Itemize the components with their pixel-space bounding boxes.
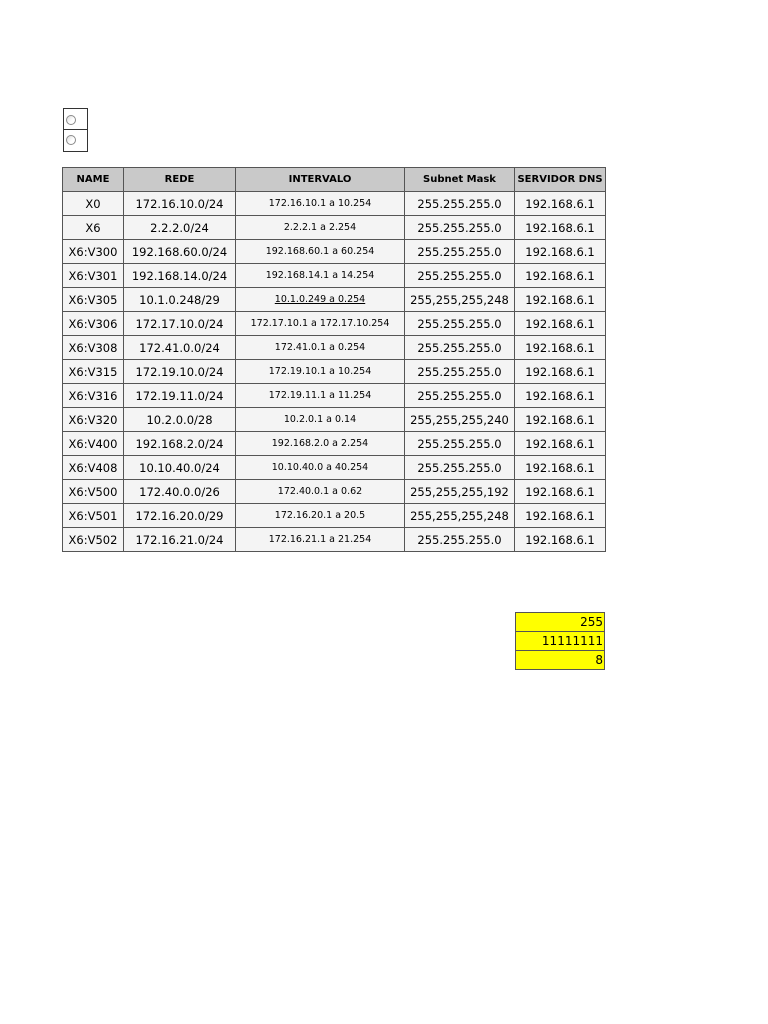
table-row [63, 336, 606, 360]
cell-intervalo[interactable]: 2.2.2.1 a 2.254 [236, 216, 405, 240]
cell-name[interactable]: X0 [63, 192, 124, 216]
cell-name[interactable]: X6:V300 [63, 240, 124, 264]
cell-subnet-mask[interactable]: 255,255,255,240 [405, 408, 515, 432]
cell-servidor-dns[interactable]: 192.168.6.1 [515, 288, 606, 312]
cell-intervalo[interactable]: 172.17.10.1 a 172.17.10.254 [236, 312, 405, 336]
cell-intervalo[interactable] [236, 288, 405, 312]
cell-rede[interactable]: 10.1.0.248/29 [124, 288, 236, 312]
cell-intervalo[interactable]: 192.168.60.1 a 60.254 [236, 240, 405, 264]
cell-subnet-mask[interactable]: 255,255,255,248 [405, 504, 515, 528]
cell-name[interactable]: X6:V502 [63, 528, 124, 552]
header-subnet-mask[interactable]: Subnet Mask [405, 168, 515, 192]
table-row [63, 288, 606, 312]
cell-servidor-dns[interactable]: 192.168.6.1 [515, 312, 606, 336]
cell-name[interactable]: X6:V501 [63, 504, 124, 528]
cell-name[interactable]: X6:V315 [63, 360, 124, 384]
cell-rede[interactable]: 2.2.2.0/24 [124, 216, 236, 240]
cell-subnet-mask[interactable]: 255.255.255.0 [405, 360, 515, 384]
cell-subnet-mask[interactable]: 255.255.255.0 [405, 432, 515, 456]
radio-divider [64, 129, 87, 130]
cell-rede[interactable]: 192.168.60.0/24 [124, 240, 236, 264]
cell-rede[interactable]: 172.41.0.0/24 [124, 336, 236, 360]
cell-intervalo[interactable]: 172.16.21.1 a 21.254 [236, 528, 405, 552]
cell-name[interactable]: X6:V320 [63, 408, 124, 432]
calc-cell-decimal[interactable]: 255 [516, 613, 605, 632]
cell-subnet-mask[interactable]: 255.255.255.0 [405, 528, 515, 552]
cell-name[interactable]: X6 [63, 216, 124, 240]
table-row [63, 504, 606, 528]
cell-rede[interactable]: 10.10.40.0/24 [124, 456, 236, 480]
cell-rede[interactable]: 172.19.10.0/24 [124, 360, 236, 384]
cell-subnet-mask[interactable]: 255.255.255.0 [405, 312, 515, 336]
cell-servidor-dns[interactable]: 192.168.6.1 [515, 432, 606, 456]
cell-name[interactable]: X6:V305 [63, 288, 124, 312]
cell-subnet-mask[interactable]: 255.255.255.0 [405, 240, 515, 264]
cell-rede[interactable]: 172.16.20.0/29 [124, 504, 236, 528]
cell-subnet-mask[interactable]: 255.255.255.0 [405, 384, 515, 408]
cell-subnet-mask[interactable]: 255,255,255,192 [405, 480, 515, 504]
cell-servidor-dns[interactable]: 192.168.6.1 [515, 240, 606, 264]
cell-intervalo[interactable]: 192.168.2.0 a 2.254 [236, 432, 405, 456]
calc-cell-binary[interactable]: 11111111 [516, 632, 605, 651]
cell-rede[interactable]: 192.168.14.0/24 [124, 264, 236, 288]
table-row [63, 384, 606, 408]
cell-servidor-dns[interactable]: 192.168.6.1 [515, 192, 606, 216]
table-row [63, 312, 606, 336]
cell-rede[interactable]: 172.40.0.0/26 [124, 480, 236, 504]
cell-name[interactable]: X6:V301 [63, 264, 124, 288]
radio-button-2[interactable] [66, 135, 76, 145]
table-row [63, 216, 606, 240]
table-header-row [63, 168, 606, 192]
header-rede[interactable]: REDE [124, 168, 236, 192]
table-row [63, 480, 606, 504]
cell-servidor-dns[interactable]: 192.168.6.1 [515, 480, 606, 504]
table-row [63, 456, 606, 480]
cell-name[interactable]: X6:V408 [63, 456, 124, 480]
cell-servidor-dns[interactable]: 192.168.6.1 [515, 216, 606, 240]
cell-intervalo[interactable]: 192.168.14.1 a 14.254 [236, 264, 405, 288]
cell-intervalo[interactable]: 172.19.10.1 a 10.254 [236, 360, 405, 384]
cell-servidor-dns[interactable]: 192.168.6.1 [515, 384, 606, 408]
network-table [62, 167, 606, 552]
cell-servidor-dns[interactable]: 192.168.6.1 [515, 360, 606, 384]
cell-rede[interactable]: 172.19.11.0/24 [124, 384, 236, 408]
table-row [63, 192, 606, 216]
table-row [63, 432, 606, 456]
cell-name[interactable]: X6:V500 [63, 480, 124, 504]
cell-servidor-dns[interactable]: 192.168.6.1 [515, 336, 606, 360]
cell-subnet-mask[interactable]: 255,255,255,248 [405, 288, 515, 312]
cell-servidor-dns[interactable]: 192.168.6.1 [515, 528, 606, 552]
cell-subnet-mask[interactable]: 255.255.255.0 [405, 264, 515, 288]
cell-rede[interactable]: 192.168.2.0/24 [124, 432, 236, 456]
cell-intervalo-underlined: 10.1.0.249 a 0.254 [274, 294, 366, 305]
radio-group [63, 108, 88, 152]
cell-subnet-mask[interactable]: 255.255.255.0 [405, 216, 515, 240]
cell-intervalo[interactable]: 172.16.20.1 a 20.5 [236, 504, 405, 528]
cell-rede[interactable]: 172.16.21.0/24 [124, 528, 236, 552]
cell-name[interactable]: X6:V400 [63, 432, 124, 456]
header-intervalo[interactable]: INTERVALO [236, 168, 405, 192]
cell-intervalo[interactable]: 172.19.11.1 a 11.254 [236, 384, 405, 408]
cell-rede[interactable]: 172.17.10.0/24 [124, 312, 236, 336]
cell-rede[interactable]: 10.2.0.0/28 [124, 408, 236, 432]
table-row [63, 528, 606, 552]
cell-intervalo[interactable]: 172.16.10.1 a 10.254 [236, 192, 405, 216]
cell-rede[interactable]: 172.16.10.0/24 [124, 192, 236, 216]
header-name[interactable]: NAME [63, 168, 124, 192]
cell-name[interactable]: X6:V306 [63, 312, 124, 336]
cell-intervalo[interactable]: 172.41.0.1 a 0.254 [236, 336, 405, 360]
cell-servidor-dns[interactable]: 192.168.6.1 [515, 408, 606, 432]
table-row [63, 264, 606, 288]
calc-cells [515, 612, 605, 670]
table-row [63, 240, 606, 264]
cell-name[interactable]: X6:V316 [63, 384, 124, 408]
cell-servidor-dns[interactable]: 192.168.6.1 [515, 456, 606, 480]
header-servidor-dns[interactable]: SERVIDOR DNS [515, 168, 606, 192]
cell-subnet-mask[interactable]: 255.255.255.0 [405, 336, 515, 360]
table-row [63, 360, 606, 384]
table-row [63, 408, 606, 432]
cell-intervalo[interactable]: 10.2.0.1 a 0.14 [236, 408, 405, 432]
radio-button-1[interactable] [66, 115, 76, 125]
cell-intervalo[interactable]: 10.10.40.0 a 40.254 [236, 456, 405, 480]
cell-subnet-mask[interactable]: 255.255.255.0 [405, 456, 515, 480]
calc-cell-bits[interactable]: 8 [516, 651, 605, 670]
cell-servidor-dns[interactable]: 192.168.6.1 [515, 264, 606, 288]
cell-name[interactable]: X6:V308 [63, 336, 124, 360]
cell-servidor-dns[interactable]: 192.168.6.1 [515, 504, 606, 528]
cell-intervalo[interactable]: 172.40.0.1 a 0.62 [236, 480, 405, 504]
cell-subnet-mask[interactable]: 255.255.255.0 [405, 192, 515, 216]
